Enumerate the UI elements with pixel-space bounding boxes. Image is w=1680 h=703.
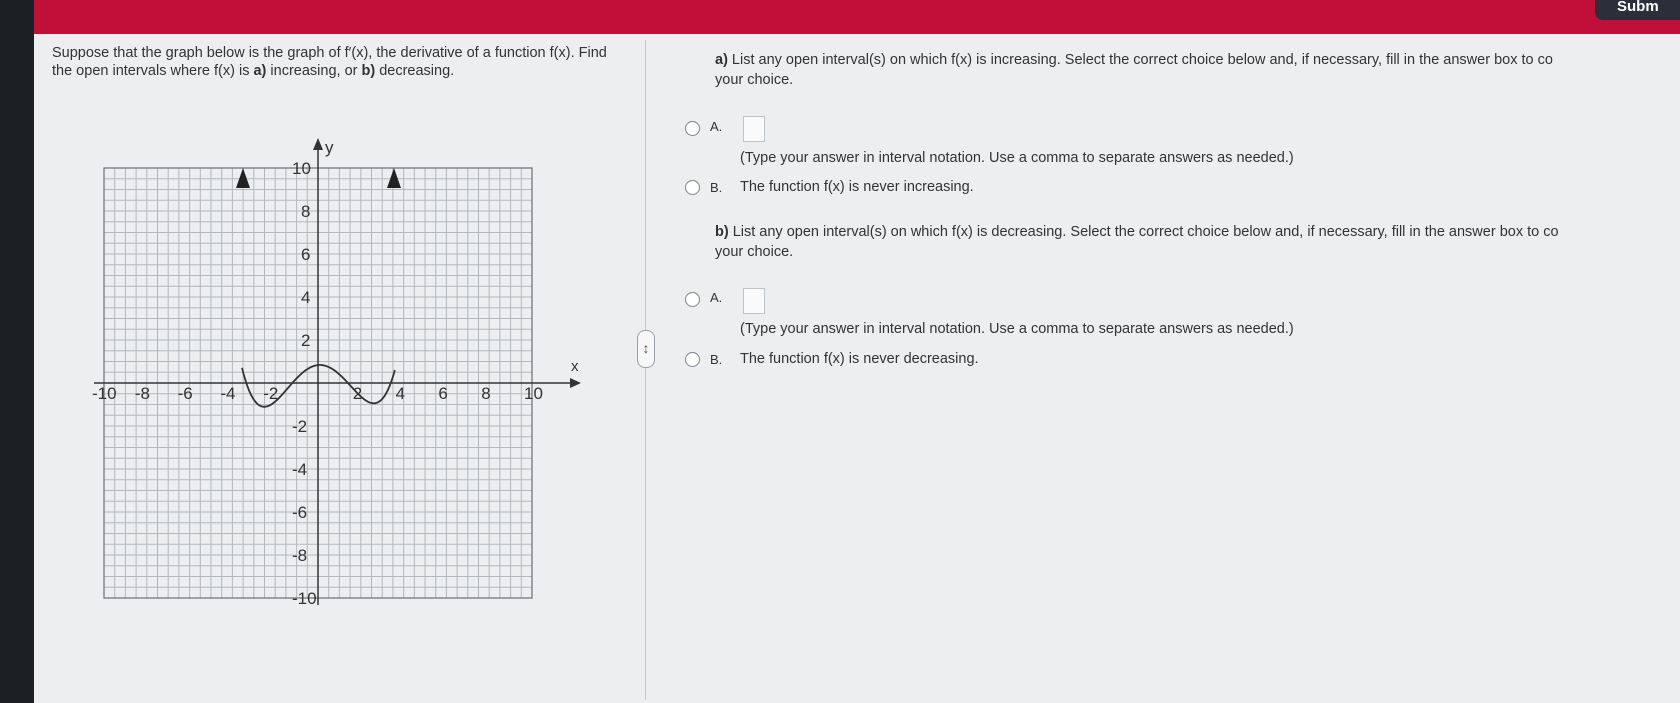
x-axis-arrow	[570, 378, 581, 388]
question-text-part2: increasing, or	[266, 62, 362, 79]
part-b-prompt	[715, 222, 1680, 262]
curve-left-arrow	[236, 168, 250, 188]
drag-handle-icon[interactable]: ↕	[637, 330, 655, 368]
derivative-graph	[84, 130, 604, 650]
pane-divider	[645, 40, 646, 700]
y-tick-label: 2	[301, 331, 311, 350]
x-axis-label: x	[571, 358, 579, 375]
part-a-choice-b-letter: B.	[710, 180, 723, 195]
part-b-choice-b-letter: B.	[710, 352, 723, 367]
y-axis-label: y	[325, 138, 334, 157]
x-tick-label: 2	[352, 384, 363, 403]
screen-bezel	[0, 0, 34, 703]
y-axis-arrow	[313, 138, 323, 150]
y-tick-label: -8	[292, 546, 308, 565]
part-a-choice-a-radio[interactable]	[685, 121, 700, 136]
x-tick-label: -8	[134, 384, 150, 403]
part-b-choice-b-text: The function f(x) is never decreasing.	[740, 351, 979, 367]
x-tick-label: -10	[92, 384, 117, 403]
part-a-answer-box[interactable]	[743, 116, 765, 142]
label-b: b)	[361, 62, 376, 79]
y-tick-label: 6	[301, 245, 311, 264]
y-tick-label: -10	[292, 589, 317, 608]
y-tick-label: -6	[292, 503, 308, 522]
part-b-text-line2: your choice.	[715, 244, 794, 260]
question-area	[34, 34, 1680, 703]
part-b-choice-b-radio[interactable]	[685, 352, 700, 367]
y-tick-label: -4	[292, 460, 308, 479]
x-tick-label: 4	[395, 384, 406, 403]
y-tick-label: -2	[292, 417, 308, 436]
x-tick-label: 6	[438, 384, 448, 403]
y-tick-label: 4	[301, 288, 311, 307]
submit-button[interactable]: Subm	[1595, 0, 1680, 20]
question-text	[52, 45, 612, 80]
y-tick-label: 10	[292, 159, 311, 178]
part-b-hint: (Type your answer in interval notation. Use a comma to separate answers as needed.)	[740, 321, 1294, 337]
part-a-choice-a-letter: A.	[710, 119, 723, 134]
question-text-part3: decreasing.	[375, 62, 455, 79]
part-a-label: a)	[715, 52, 728, 68]
part-b-answer-box[interactable]	[743, 288, 765, 314]
part-b-choice-a-letter: A.	[710, 290, 723, 305]
x-tick-label: 10	[524, 384, 543, 403]
x-tick-label: -2	[263, 384, 279, 403]
part-a-choice-b-radio[interactable]	[685, 180, 700, 195]
label-a: a)	[253, 62, 267, 79]
question-text-part1: Suppose that the graph below is the graph of f′(x), the derivative of a function f(x). Find the open intervals where f(x) is	[52, 45, 607, 79]
y-tick-label: 8	[301, 202, 311, 221]
part-a-text-line2: your choice.	[715, 72, 794, 88]
part-a-choice-b-text: The function f(x) is never increasing.	[740, 179, 974, 195]
x-tick-label: -6	[177, 384, 193, 403]
part-b-label: b)	[715, 224, 729, 240]
part-a-text: List any open interval(s) on which f(x) is increasing. Select the correct choice below and, if necessary, fill in the answer box to co	[727, 52, 1553, 68]
curve-right-arrow	[387, 168, 401, 188]
part-a-hint: (Type your answer in interval notation. Use a comma to separate answers as needed.)	[740, 150, 1294, 166]
x-tick-label: -4	[220, 384, 236, 403]
part-a-prompt	[715, 50, 1680, 90]
part-b-text: List any open interval(s) on which f(x) is decreasing. Select the correct choice below and, if necessary, fill in the answer box to co	[728, 224, 1559, 240]
header-bar	[34, 0, 1680, 34]
part-b-choice-a-radio[interactable]	[685, 292, 700, 307]
x-tick-label: 8	[481, 384, 491, 403]
